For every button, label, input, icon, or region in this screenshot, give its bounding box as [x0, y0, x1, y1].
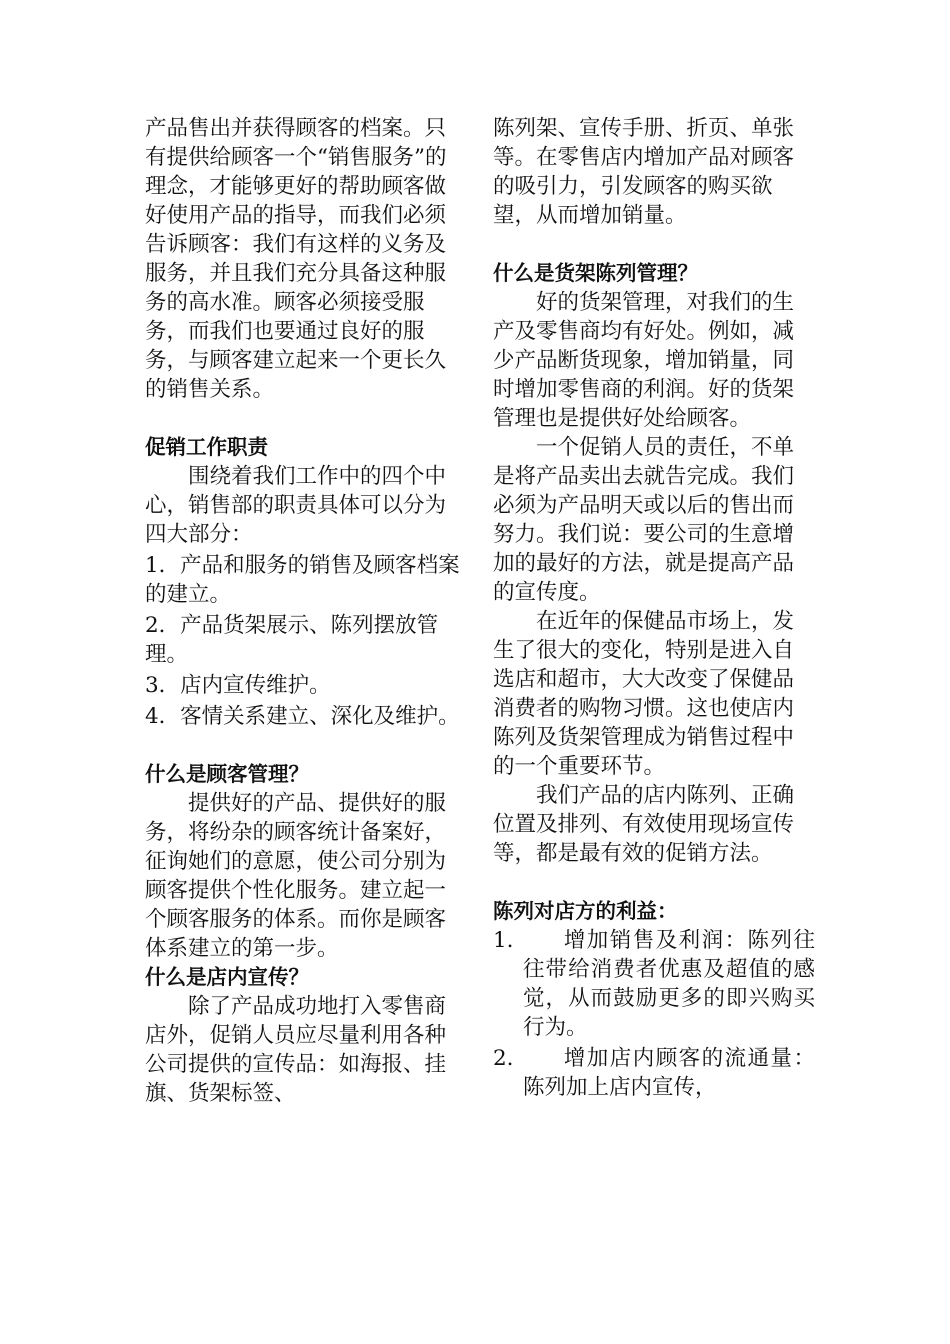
left-column — [145, 114, 467, 1108]
duty-item-2: 2．产品货架展示、陈列摆放管理。 — [145, 613, 439, 667]
duties-heading: 促销工作职责 — [145, 435, 268, 459]
duty-item-1: 1．产品和服务的销售及顾客档案的建立。 — [145, 553, 460, 607]
promo-heading: 什么是店内宣传？ — [145, 965, 309, 989]
duty-item-4: 4．客情关系建立、深化及维护。 — [145, 704, 460, 729]
right-column — [493, 114, 815, 1102]
benefit-text-1: 增加销售及利润：陈列往往带给消费者优惠及超值的感觉，从而鼓励更多的即兴购买行为。 — [523, 928, 815, 1040]
promo-continued-paragraph: 陈列架、宣传手册、折页、单张等。在零售店内增加产品对顾客的吸引力，引发顾客的购买欲望，从而增加销量。 — [493, 116, 795, 228]
shelf-heading: 什么是货架陈列管理？ — [493, 261, 698, 285]
duty-item-3: 3．店内宣传维护。 — [145, 673, 331, 698]
intro-paragraph: 产品售出并获得顾客的档案。只有提供给顾客一个“销售服务”的理念，才能够更好的帮助顾客做好使用产品的指导，而我们必须告诉顾客：我们有这样的义务及服务，并且我们充分具备这种服务的高水准。顾客必须接受服务，而我们也要通过良好的服务，与顾客建立起来一个更长久的销售关系。 — [145, 116, 447, 402]
shelf-paragraph-3: 在近年的保健品市场上，发生了很大的变化，特别是进入自选店和超市，大大改变了保健品消费者的购物习惯。这也使店内陈列及货架管理成为销售过程中的一个重要环节。 — [493, 609, 795, 779]
shelf-paragraph-4: 我们产品的店内陈列、正确位置及排列、有效使用现场宣传等，都是最有效的促销方法。 — [493, 783, 795, 866]
promo-paragraph: 除了产品成功地打入零售商店外，促销人员应尽量利用各种公司提供的宣传品：如海报、挂旗、货架标签、 — [145, 994, 447, 1106]
benefit-number-2: 2. — [493, 1046, 514, 1071]
benefit-item-2 — [493, 1044, 815, 1102]
duties-paragraph: 围绕着我们工作中的四个中心，销售部的职责具体可以分为四大部分： — [145, 464, 447, 547]
customer-heading: 什么是顾客管理？ — [145, 762, 309, 786]
benefit-heading: 陈列对店方的利益： — [493, 899, 678, 923]
customer-paragraph: 提供好的产品、提供好的服务，将纷杂的顾客统计备案好，征询她们的意愿，使公司分别为顾客提供个性化服务。建立起一个顾客服务的体系。而你是顾客体系建立的第一步。 — [145, 791, 447, 961]
benefit-number-1: 1. — [493, 928, 514, 953]
benefit-text-2: 增加店内顾客的流通量：陈列加上店内宣传， — [523, 1046, 815, 1100]
shelf-paragraph-1: 好的货架管理，对我们的生产及零售商均有好处。例如，减少产品断货现象，增加销量，同时增加零售商的利润。好的货架管理也是提供好处给顾客。 — [493, 290, 795, 431]
shelf-paragraph-2: 一个促销人员的责任，不单是将产品卖出去就告完成。我们必须为产品明天或以后的售出而努力。我们说：要公司的生意增加的最好的方法，就是提高产品的宣传度。 — [493, 435, 795, 605]
benefit-item-1 — [493, 926, 815, 1042]
